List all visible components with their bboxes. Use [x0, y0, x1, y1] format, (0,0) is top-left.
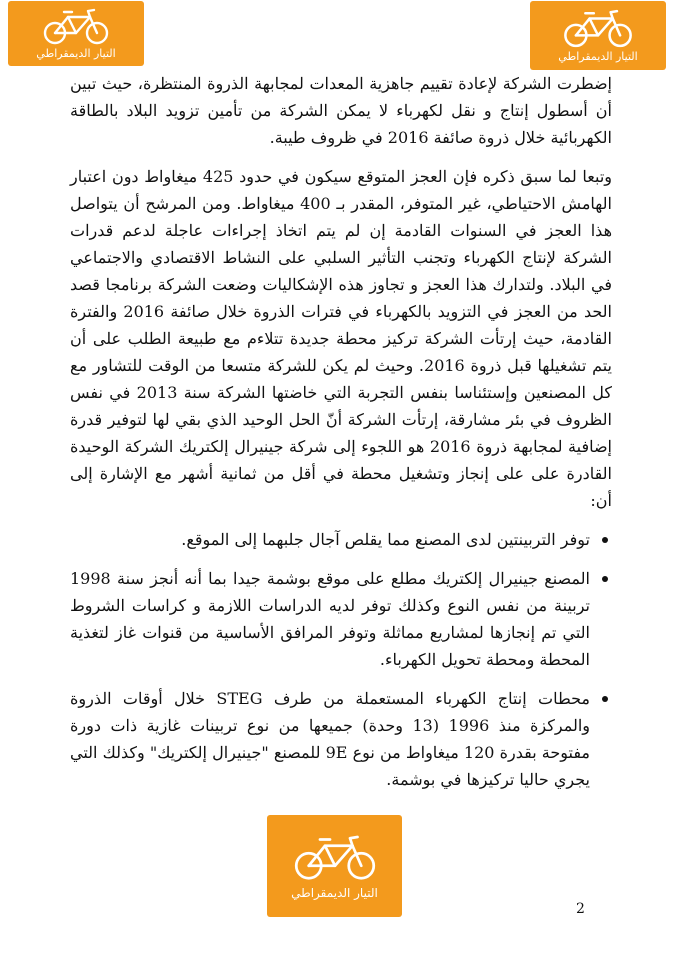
logo-text: التيار الديمقراطي — [291, 886, 378, 900]
list-item — [70, 565, 612, 673]
bicycle-icon — [40, 7, 112, 45]
paragraph-intro: إضطرت الشركة لإعادة تقييم جاهزية المعدات لمجابهة الذروة المنتظرة، حيث تبين أن أسطول إنتاج و نقل لكهرباء لا يمكن الشركة من تأمين تزويد البلاد بالطاقة الكهربائية خلال ذروة صائفة 2016 في ظروف طيبة. — [70, 74, 613, 147]
page-number: 2 — [576, 901, 585, 917]
list-item — [70, 685, 612, 793]
logo-text: التيار الديمقراطي — [558, 50, 638, 63]
bullet-dot-icon — [602, 576, 608, 582]
logo-top-left — [8, 1, 144, 66]
bullet-list — [70, 526, 612, 793]
list-item-text: توفر التربينتين لدى المصنع مما يقلص آجال جلبهما إلى الموقع. — [181, 530, 590, 549]
logo-top-right — [530, 1, 666, 70]
bullet-dot-icon — [602, 537, 608, 543]
list-item-text: المصنع جينيرال إلكتريك مطلع على موقع بوشمة جيدا بما أنه أنجز سنة 1998 تربينة من نفس النوع وكذلك توفر لديه الدراسات اللازمة و كراسات الشروط التي تم إنجازها لمشاريع مماثلة وتوفر المرافق الأساسية من قنوات غاز لتغذية المحطة ومحطة تحويل الكهرباء. — [70, 569, 590, 669]
list-item-text: محطات إنتاج الكهرباء المستعملة من طرف STEG خلال أوقات الذروة والمركزة منذ 1996 (13 وحدة) جميعها من نوع تربينات غازية ذات دورة مفتوحة بقدرة 120 ميغاواط من نوع 9E للمصنع "جينيرال إلكتريك" وكذلك التي يجري حاليا تركيزها في بوشمة. — [70, 689, 591, 789]
logo-bottom-center — [267, 815, 402, 917]
bicycle-icon — [560, 8, 636, 48]
bullet-dot-icon — [602, 696, 608, 702]
bicycle-icon — [290, 832, 380, 882]
paragraph-main: وتبعا لما سبق ذكره فإن العجز المتوقع سيكون في حدود 425 ميغاواط دون اعتبار الهامش الاحتياطي، غير المتوفر، المقدر بـ 400 ميغاواط. ومن المرشح أن يتواصل هذا العجز في السنوات القادمة إن لم يتم اتخاذ إجراءات عاجلة لدعم قدرات الشركة لإنتاج الكهرباء وتجنب التأثير السلبي على النشاط الاقتصادي والاجتماعي في البلاد. ولتدارك هذا العجز و تجاوز هذه الإشكاليات وضعت الشركة برنامجا قصد الحد من العجز في التزويد بالكهرباء في فترات الذروة خلال صائفة 2016 والفترة القادمة، حيث إرتأت الشركة تركيز محطة جديدة تتلاءم مع طبيعة الطلب على أن يتم تشغيلها قبل ذروة 2016. وحيث لم يكن للشركة متسعا من الوقت للتشاور مع كل المصنعين وإستئناسا بنفس التجربة التي خاضتها الشركة سنة 2013 في نفس الظروف في بئر مشارقة، إرتأت الشركة أنّ الحل الوحيد الذي بقي لها لتوفير قدرة إضافية لمجابهة ذروة 2016 هو اللجوء إلى شركة جينيرال إلكتريك الشركة الوحيدة القادرة على على إنجاز وتشغيل محطة في أقل من ثمانية أشهر مع الإشارة إلى أن: — [70, 167, 613, 510]
document-body — [70, 70, 612, 805]
list-item — [70, 526, 612, 553]
logo-text: التيار الديمقراطي — [36, 47, 116, 60]
